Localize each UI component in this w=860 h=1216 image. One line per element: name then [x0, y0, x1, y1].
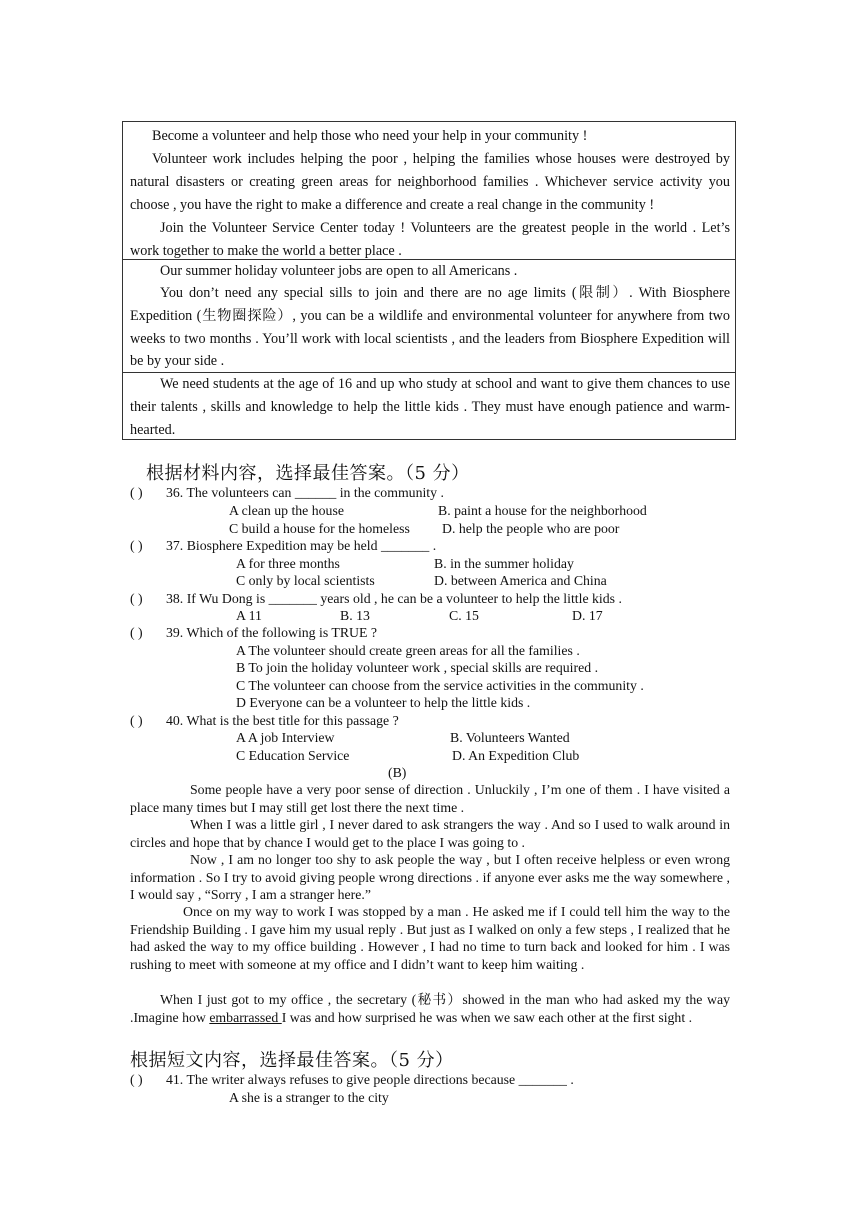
q36-option-b: B. paint a house for the neighborhood [438, 503, 647, 518]
q40-bracket: ( ) [130, 713, 143, 728]
section-heading-1: 根据材料内容，选择最佳答案。（5 分） [146, 463, 470, 484]
box1-paragraph-2: Volunteer work includes helping the poor , helping the families whose houses were destroyed by natural disasters or creating green areas for neighborhood families . Whichever service activity you choose , you have the right to make a difference and create a real change in the community ! [130, 151, 730, 213]
q37-bracket: ( ) [130, 538, 143, 553]
q40-option-a: A A job Interview [236, 730, 335, 745]
q38-option-b: B. 13 [340, 608, 370, 623]
q39-stem: 39. Which of the following is TRUE ? [166, 625, 378, 640]
section-heading-2: 根据短文内容，选择最佳答案。（5 分） [130, 1050, 454, 1071]
q36-option-c: C build a house for the homeless [229, 521, 410, 536]
passage-b-label: (B) [388, 765, 407, 780]
passage-b-paragraph-1: Some people have a very poor sense of direction . Unluckily , I’m one of them . I have visited a place many times but I may still get lost there the next time . [130, 782, 730, 815]
q37-stem: 37. Biosphere Expedition may be held _______ . [166, 538, 437, 553]
passage-box-1 [122, 121, 736, 260]
q38-bracket: ( ) [130, 591, 143, 606]
q41-option-a: A she is a stranger to the city [229, 1090, 389, 1105]
q38-stem: 38. If Wu Dong is _______ years old , he can be a volunteer to help the little kids . [166, 591, 622, 606]
q40-option-b: B. Volunteers Wanted [450, 730, 570, 745]
q36-option-d: D. help the people who are poor [442, 521, 620, 536]
passage-b-paragraph-4: Once on my way to work I was stopped by a man . He asked me if I could tell him the way to the Friendship Building . I gave him my usual reply . But just as I walked on only a few steps , I realized that he had asked the way to my office building . However , I had no time to turn back and looked for him . I was rushing to meet with someone at my office and I didn’t want to keep him waiting . [130, 904, 730, 972]
q39-bracket: ( ) [130, 625, 143, 640]
box2-paragraph-1: Our summer holiday volunteer jobs are open to all Americans . [160, 263, 518, 279]
paragraph-5-part-1: When I just got to my office , the secretary (秘书）showed in the man who had asked my the way .Imagine how [130, 992, 730, 1025]
q36-option-a: A clean up the house [229, 503, 344, 518]
q39-option-d: D Everyone can be a volunteer to help the little kids . [236, 695, 531, 710]
q36-stem: 36. The volunteers can ______ in the community . [166, 485, 444, 500]
q40-stem: 40. What is the best title for this passage ? [166, 713, 399, 728]
q37-option-d: D. between America and China [434, 573, 607, 588]
passage-box-2 [122, 259, 736, 373]
q39-option-a: A The volunteer should create green areas for all the families . [236, 643, 580, 658]
paragraph-5-part-2: I was and how surprised he was when we saw each other at the first sight . [281, 1009, 693, 1025]
q37-option-b: B. in the summer holiday [434, 556, 574, 571]
passage-b-paragraph-5 [130, 991, 730, 1026]
q38-option-d: D. 17 [572, 608, 603, 623]
underlined-word: embarrassed [209, 1009, 282, 1025]
q39-option-c: C The volunteer can choose from the service activities in the community . [236, 678, 644, 693]
q38-option-c: C. 15 [449, 608, 479, 623]
box3-paragraph-1: We need students at the age of 16 and up who study at school and want to give them chances to use their talents , skills and knowledge to help the little kids . They must have enough patience and warm-hearted. [130, 376, 730, 438]
q41-bracket: ( ) [130, 1072, 143, 1087]
q36-bracket: ( ) [130, 485, 143, 500]
box2-paragraph-2: You don’t need any special sills to join and there are no age limits (限制）. With Biosphere Expedition (生物圈探险）, you can be a wildlife and environmental volunteer for anywhere from two weeks to two months . You’ll work with local scientists , and the leaders from Biosphere Expedition will be by your side . [130, 285, 730, 370]
passage-b-paragraph-3: Now , I am no longer too shy to ask people the way , but I often receive helpless or even wrong information . So I try to avoid giving people wrong directions . if anyone ever asks me the way somewhere , I would say , “Sorry , I am a stranger here.” [130, 852, 730, 902]
passage-b-paragraph-2: When I was a little girl , I never dared to ask strangers the way . And so I used to walk around in circles and hope that by chance I would get to the place I was going to . [130, 817, 730, 850]
q38-option-a: A 11 [236, 608, 262, 623]
passage-box-3 [122, 372, 736, 440]
q39-option-b: B To join the holiday volunteer work , special skills are required . [236, 660, 599, 675]
q40-option-c: C Education Service [236, 748, 350, 763]
q40-option-d: D. An Expedition Club [452, 748, 580, 763]
box1-paragraph-3: Join the Volunteer Service Center today ! Volunteers are the greatest people in the world . Let’s work together to make the world a better place . [130, 220, 730, 259]
box1-paragraph-1: Become a volunteer and help those who need your help in your community ! [152, 128, 588, 144]
q41-stem: 41. The writer always refuses to give people directions because _______ . [166, 1072, 574, 1087]
q37-option-c: C only by local scientists [236, 573, 375, 588]
q37-option-a: A for three months [236, 556, 340, 571]
